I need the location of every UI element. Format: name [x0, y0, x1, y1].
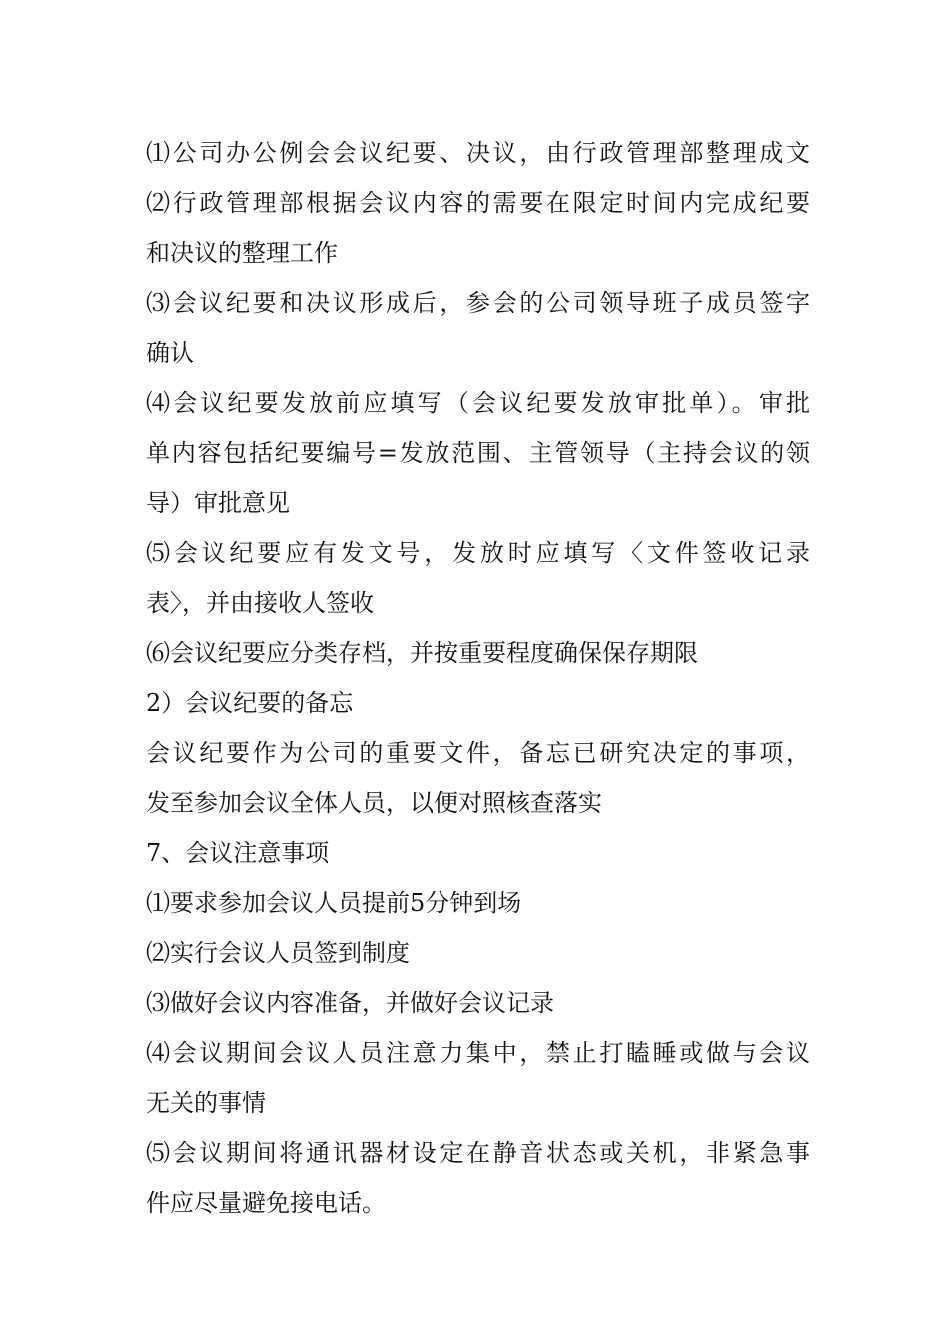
- section-heading: 2）会议纪要的备忘: [146, 689, 354, 717]
- text-line: 确认: [146, 339, 194, 367]
- text-line: ⑴公司办公例会会议纪要、决议，由行政管理部整理成文: [146, 139, 810, 167]
- text-line: ⑹会议纪要应分类存档，并按重要程度确保保存期限: [146, 639, 698, 667]
- text-line: ⑷会议期间会议人员注意力集中，禁止打瞌睡或做与会议: [146, 1039, 810, 1067]
- text-line: 导）审批意见: [146, 489, 290, 517]
- text-line: 会议纪要作为公司的重要文件，备忘已研究决定的事项，: [146, 739, 810, 767]
- text-line: 无关的事情: [146, 1089, 266, 1117]
- text-line: ⑷会议纪要发放前应填写（会议纪要发放审批单）。审批: [146, 389, 810, 417]
- text-line: ⑸会议期间将通讯器材设定在静音状态或关机，非紧急事: [146, 1139, 810, 1167]
- text-line: 和决议的整理工作: [146, 239, 338, 267]
- text-line: ⑸会议纪要应有发文号，发放时应填写〈文件签收记录: [146, 539, 810, 567]
- text-line: 发至参加会议全体人员，以便对照核查落实: [146, 789, 602, 817]
- text-line: ⑵行政管理部根据会议内容的需要在限定时间内完成纪要: [146, 189, 810, 217]
- text-line: 表〉，并由接收人签收: [146, 589, 374, 617]
- text-line: ⑶做好会议内容准备，并做好会议记录: [146, 989, 554, 1017]
- text-line: ⑵实行会议人员签到制度: [146, 939, 410, 967]
- section-heading: 7、会议注意事项: [146, 839, 330, 867]
- text-line: ⑴要求参加会议人员提前5分钟到场: [146, 889, 522, 917]
- document-body: [146, 128, 810, 1228]
- text-line: 单内容包括纪要编号=发放范围、主管领导（主持会议的领: [146, 439, 810, 467]
- text-line: 件应尽量避免接电话。: [146, 1189, 386, 1217]
- text-line: ⑶会议纪要和决议形成后，参会的公司领导班子成员签字: [146, 289, 810, 317]
